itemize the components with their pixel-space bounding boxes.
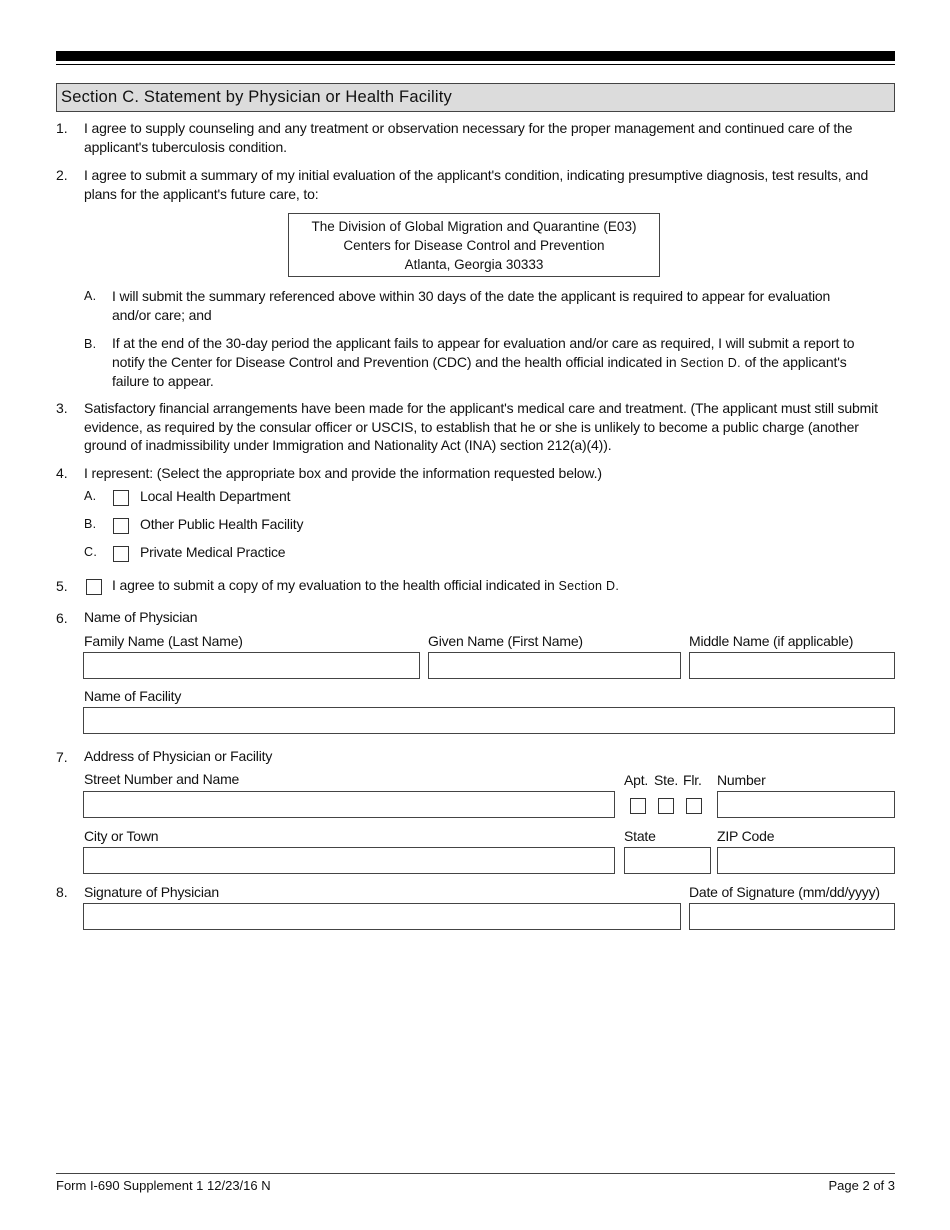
- signature-label: Signature of Physician: [84, 884, 219, 900]
- item-5-text-pre: I agree to submit a copy of my evaluation to the health official indicated in: [112, 577, 559, 593]
- item-1-number: 1.: [56, 120, 68, 136]
- middle-name-label: Middle Name (if applicable): [689, 633, 854, 649]
- top-rule-thick: [56, 51, 895, 61]
- given-name-label: Given Name (First Name): [428, 633, 583, 649]
- address-line-2: Centers for Disease Control and Prevention: [343, 238, 605, 253]
- item-4-number: 4.: [56, 465, 68, 481]
- ste-label: Ste.: [654, 772, 679, 788]
- facility-name-label: Name of Facility: [84, 688, 182, 704]
- local-health-department-checkbox[interactable]: [113, 490, 129, 506]
- facility-name-field[interactable]: [83, 707, 895, 734]
- item-2a-text: I will submit the summary referenced above within 30 days of the date the applicant is required to appear for evaluation and/or care; and: [112, 288, 831, 323]
- cdc-address-box: [288, 213, 660, 277]
- item-4-text: I represent: (Select the appropriate box and provide the information requested below.): [84, 465, 602, 481]
- family-name-field[interactable]: [83, 652, 420, 679]
- item-5-section-ref: Section D.: [558, 579, 620, 593]
- signature-date-label: Date of Signature (mm/dd/yyyy): [689, 884, 880, 900]
- option-a-letter: A.: [84, 489, 97, 503]
- middle-name-field[interactable]: [689, 652, 895, 679]
- flr-label: Flr.: [683, 772, 702, 788]
- item-6-text: Name of Physician: [84, 609, 198, 625]
- other-public-health-facility-label: Other Public Health Facility: [140, 516, 304, 532]
- item-1-text: I agree to supply counseling and any treatment or observation necessary for the proper management and continued care of the applicant's tuberculosis condition.: [84, 120, 853, 155]
- item-2b-text: [112, 334, 887, 391]
- item-2b-letter: B.: [84, 337, 97, 351]
- apt-checkbox[interactable]: [630, 798, 646, 814]
- item-2-number: 2.: [56, 167, 68, 183]
- item-3-text: Satisfactory financial arrangements have been made for the applicant's medical care and treatment. (The applicant must still submit evidence, as required by the consular officer or USCIS, to establish that he or she is unlikely to become a public charge (another ground of inadmissibility under Immigration and Nationality Act (INA) section 212(a)(4)).: [84, 400, 878, 453]
- number-field[interactable]: [717, 791, 895, 818]
- item-5-text: [112, 576, 872, 596]
- signature-field[interactable]: [83, 903, 681, 930]
- item-7-text: Address of Physician or Facility: [84, 748, 273, 764]
- state-field[interactable]: [624, 847, 711, 874]
- street-label: Street Number and Name: [84, 771, 240, 787]
- ste-checkbox[interactable]: [658, 798, 674, 814]
- private-medical-practice-checkbox[interactable]: [113, 546, 129, 562]
- agree-submit-copy-checkbox[interactable]: [86, 579, 102, 595]
- city-field[interactable]: [83, 847, 615, 874]
- given-name-field[interactable]: [428, 652, 681, 679]
- flr-checkbox[interactable]: [686, 798, 702, 814]
- section-header: [56, 83, 895, 112]
- form-identifier: Form I-690 Supplement 1 12/23/16 N: [56, 1178, 271, 1193]
- section-title: Section C. Statement by Physician or Health Facility: [61, 88, 452, 106]
- apt-label: Apt.: [624, 772, 649, 788]
- city-label: City or Town: [84, 828, 159, 844]
- street-field[interactable]: [83, 791, 615, 818]
- local-health-department-label: Local Health Department: [140, 488, 291, 504]
- item-5-number: 5.: [56, 578, 68, 594]
- family-name-label: Family Name (Last Name): [84, 633, 243, 649]
- address-line-1: The Division of Global Migration and Quarantine (E03): [311, 219, 637, 234]
- number-label: Number: [717, 772, 766, 788]
- other-public-health-facility-checkbox[interactable]: [113, 518, 129, 534]
- private-medical-practice-label: Private Medical Practice: [140, 544, 286, 560]
- item-8-number: 8.: [56, 884, 68, 900]
- item-2a-letter: A.: [84, 289, 97, 303]
- zip-field[interactable]: [717, 847, 895, 874]
- zip-label: ZIP Code: [717, 828, 775, 844]
- footer-rule: [56, 1173, 895, 1174]
- top-rule-thin: [56, 64, 895, 65]
- item-6-number: 6.: [56, 610, 68, 626]
- item-2b-text-pre: If at the end of the 30-day period the applicant fails to appear for evaluation and/or care as required, I will submit a report to notify the Center for Disease Control and Prevention (CDC) and the health official indicated in: [112, 335, 855, 370]
- item-2-text: I agree to submit a summary of my initial evaluation of the applicant's condition, indicating presumptive diagnosis, test results, and plans for the applicant's future care, to:: [84, 167, 869, 202]
- signature-date-field[interactable]: [689, 903, 895, 930]
- address-line-3: Atlanta, Georgia 30333: [404, 257, 544, 272]
- page-number: Page 2 of 3: [828, 1178, 895, 1193]
- option-b-letter: B.: [84, 517, 97, 531]
- item-2b-text-post: of the applicant's failure to appear.: [112, 353, 847, 389]
- item-7-number: 7.: [56, 749, 68, 765]
- item-2b-section-ref: Section D.: [680, 355, 741, 370]
- state-label: State: [624, 828, 656, 844]
- option-c-letter: C.: [84, 545, 98, 559]
- item-3-number: 3.: [56, 400, 68, 416]
